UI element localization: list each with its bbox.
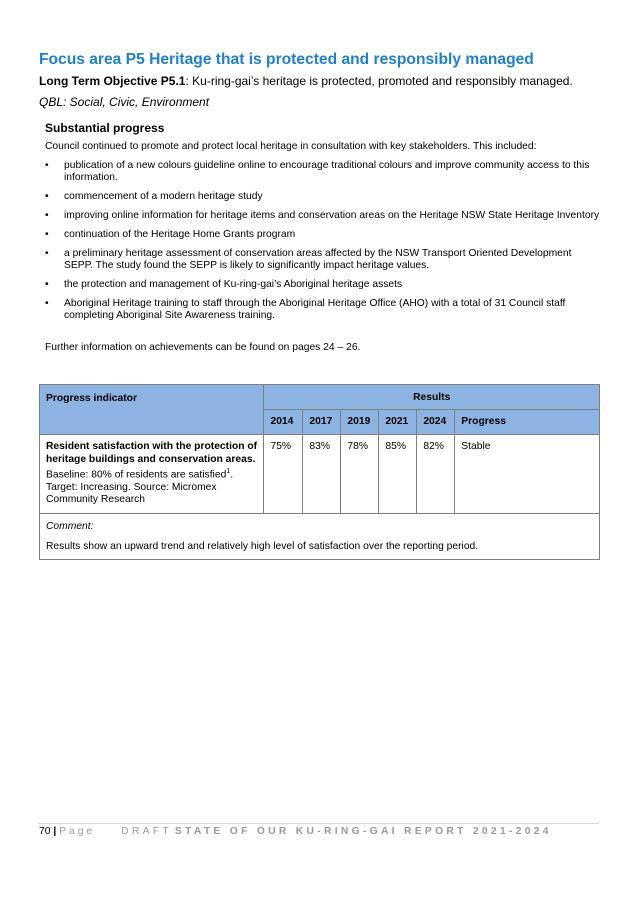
- footer-separator: |: [53, 826, 57, 837]
- footer-divider: [38, 823, 599, 824]
- list-item: [45, 248, 600, 272]
- result-value: 83%: [303, 435, 341, 514]
- section-intro: Council continued to promote and protect local heritage in consultation with key stakeholders. This included:: [45, 141, 537, 152]
- year-header: 2019: [341, 410, 379, 435]
- result-value: 82%: [417, 435, 455, 514]
- page-footer: [39, 825, 619, 838]
- list-item: [45, 298, 600, 322]
- year-header: 2017: [303, 410, 341, 435]
- results-header: Results: [264, 385, 600, 410]
- year-header: 2014: [264, 410, 303, 435]
- draft-label: DRAFT: [121, 826, 172, 837]
- qbl-line: QBL: Social, Civic, Environment: [39, 95, 210, 109]
- indicator-details: . Target: Increasing. Source: Micromex Community Research: [46, 469, 234, 506]
- comment-label: Comment:: [46, 520, 94, 532]
- comment-text: Results show an upward trend and relatively high level of satisfaction over the reporting period.: [46, 540, 479, 552]
- page-word: Page: [59, 826, 96, 837]
- progress-header: Progress: [455, 410, 600, 435]
- progress-status: Stable: [455, 435, 600, 514]
- bullet-icon: •: [45, 298, 49, 309]
- list-item-text: improving online information for heritage items and conservation areas on the Heritage NSW State Heritage Inventory: [64, 210, 600, 221]
- list-item-text: publication of a new colours guideline online to encourage traditional colours and improve community access to this information.: [64, 160, 590, 183]
- year-header: 2024: [417, 410, 455, 435]
- list-item-text: commencement of a modern heritage study: [64, 191, 263, 202]
- section-title: Substantial progress: [45, 121, 165, 135]
- achievements-list: [45, 160, 600, 329]
- progress-table: [39, 384, 600, 560]
- bullet-icon: •: [45, 160, 49, 171]
- list-item: [45, 279, 600, 291]
- year-header: 2021: [379, 410, 417, 435]
- footnote-marker: 1: [226, 468, 231, 475]
- objective-text: : Ku-ring-gai’s heritage is protected, promoted and responsibly managed.: [185, 74, 573, 88]
- table-row: [40, 435, 600, 514]
- page-heading: Focus area P5 Heritage that is protected and responsibly managed: [39, 51, 534, 68]
- bullet-icon: •: [45, 191, 49, 202]
- list-item-text: the protection and management of Ku-ring-gai’s Aboriginal heritage assets: [64, 279, 403, 290]
- bullet-icon: •: [45, 229, 49, 240]
- bullet-icon: •: [45, 279, 49, 290]
- indicator-baseline: Baseline: 80% of residents are satisfied: [46, 469, 227, 481]
- list-item-text: a preliminary heritage assessment of conservation areas affected by the NSW Transport Oriented Development SEPP. The study found the SEPP is likely to significantly impact heritage values.: [64, 248, 572, 271]
- table-header-row: [40, 385, 600, 410]
- result-value: 78%: [341, 435, 379, 514]
- result-value: 85%: [379, 435, 417, 514]
- indicator-header: Progress indicator: [40, 385, 264, 435]
- list-item: [45, 229, 600, 241]
- result-value: 75%: [264, 435, 303, 514]
- further-information: Further information on achievements can be found on pages 24 – 26.: [45, 342, 361, 353]
- list-item: [45, 191, 600, 203]
- indicator-cell: [40, 435, 264, 514]
- bullet-icon: •: [45, 248, 49, 259]
- list-item-text: Aboriginal Heritage training to staff through the Aboriginal Heritage Office (AHO) with a total of 31 Council staff completing Aboriginal Site Awareness training.: [64, 298, 566, 321]
- list-item: [45, 210, 600, 222]
- objective-label: Long Term Objective P5.1: [39, 74, 186, 88]
- comment-row: [40, 513, 600, 559]
- list-item: [45, 160, 600, 184]
- page-number: 70: [39, 826, 51, 837]
- bullet-icon: •: [45, 210, 49, 221]
- report-title: STATE OF OUR KU-RING-GAI REPORT 2021-2024: [174, 826, 552, 837]
- comment-cell: [40, 513, 600, 559]
- indicator-title: Resident satisfaction with the protection of heritage buildings and conservation areas.: [46, 441, 258, 465]
- long-term-objective: [39, 74, 619, 89]
- list-item-text: continuation of the Heritage Home Grants program: [64, 229, 296, 240]
